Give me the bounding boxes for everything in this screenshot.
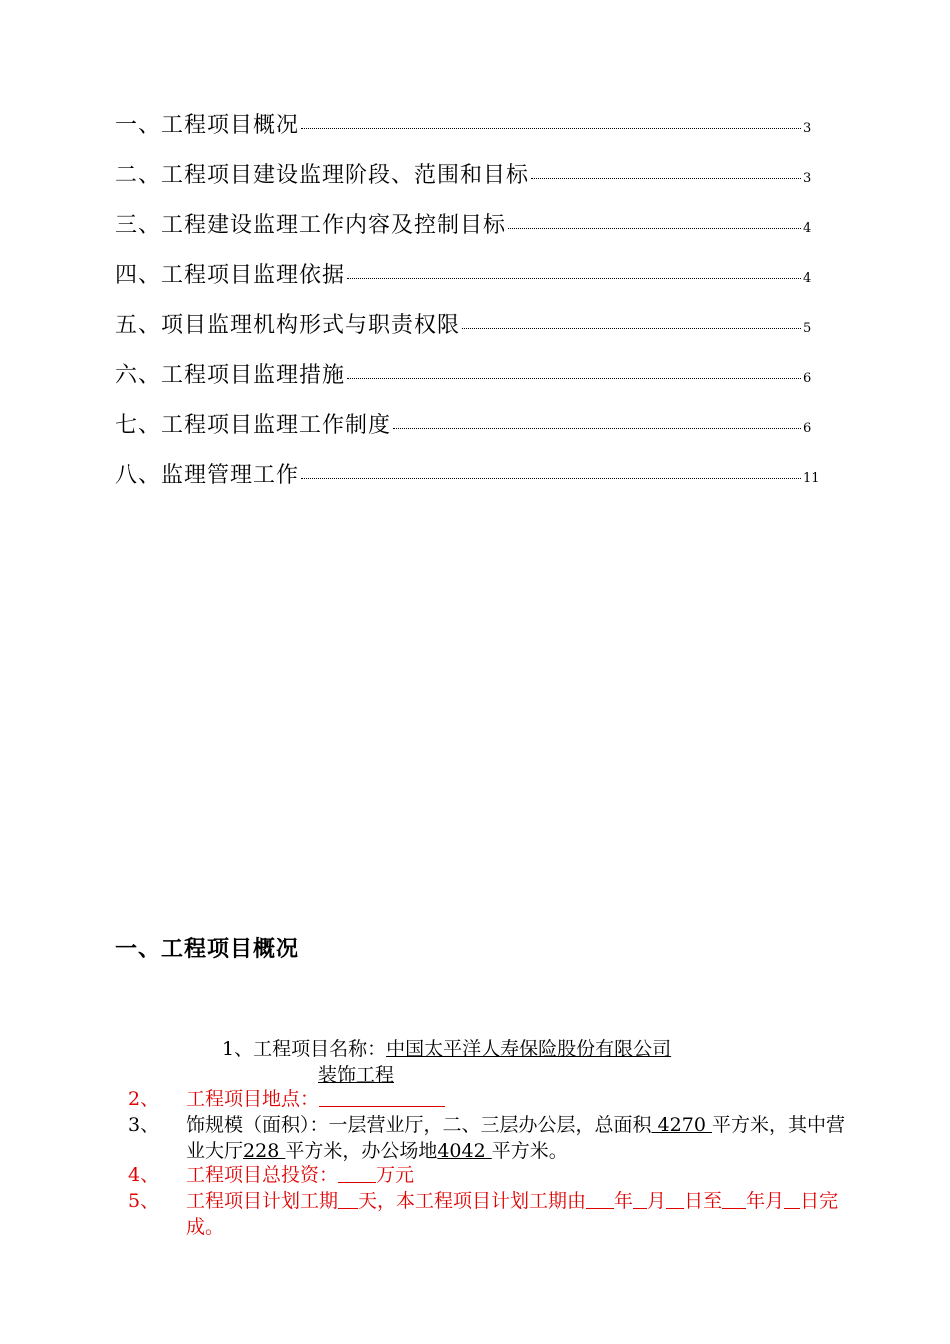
toc-entry-title: 七、工程项目监理工作制度: [115, 413, 392, 438]
schedule-text: 日至: [684, 1190, 723, 1212]
toc-entry-page: 11: [803, 471, 820, 486]
toc-entry[interactable]: [115, 358, 815, 408]
toc-entry-page: 5: [803, 321, 812, 336]
item-number: 3、: [128, 1114, 160, 1136]
schedule-text: 年: [614, 1190, 634, 1212]
investment-unit: 万元: [376, 1164, 415, 1186]
item-body: [186, 1188, 851, 1240]
toc-entry-title: 三、工程建设监理工作内容及控制目标: [115, 213, 507, 238]
scale-text: 平方米。: [491, 1140, 568, 1162]
toc-leader-dots: [462, 328, 801, 329]
item-body: [186, 1162, 851, 1188]
scale-text: 平方米，办公场地: [285, 1140, 438, 1162]
project-name-line2: [222, 1062, 782, 1088]
project-name-label: 1、工程项目名称：: [222, 1038, 387, 1060]
project-name-value: 中国太平洋人寿保险股份有限公司: [386, 1038, 672, 1060]
total-area-value: 4270: [651, 1114, 712, 1136]
schedule-text: 月: [765, 1190, 785, 1212]
end-year-blank[interactable]: [722, 1190, 746, 1209]
toc-entry[interactable]: [115, 208, 815, 258]
item-number: 2、: [128, 1088, 160, 1110]
item-number: 5、: [128, 1190, 160, 1212]
toc-entry[interactable]: [115, 158, 815, 208]
toc-leader-dots: [301, 478, 801, 479]
toc-entry-page: 3: [803, 171, 812, 186]
schedule-text: 日完成。: [186, 1190, 839, 1238]
scale-text: 平方米，其中营业大厅: [186, 1114, 845, 1162]
project-name-value-cont: 装饰工程: [318, 1064, 395, 1086]
toc-leader-dots: [531, 178, 801, 179]
project-location-label: 工程项目地点：: [186, 1088, 320, 1110]
item-body: [186, 1112, 851, 1164]
start-year-blank[interactable]: [586, 1190, 614, 1209]
toc-entry[interactable]: [115, 308, 815, 358]
toc-entry-title: 四、工程项目监理依据: [115, 263, 346, 288]
schedule-text: 月: [647, 1190, 667, 1212]
toc-entry-title: 八、监理管理工作: [115, 463, 300, 488]
toc-entry-page: 6: [803, 371, 812, 386]
item-number: 4、: [128, 1164, 160, 1186]
duration-blank-field[interactable]: [338, 1190, 358, 1209]
start-day-blank[interactable]: [666, 1190, 684, 1209]
schedule-text: 工程项目计划工期: [186, 1190, 339, 1212]
toc-entry-page: 4: [803, 221, 812, 236]
toc-entry-page: 4: [803, 271, 812, 286]
toc-entry-title: 一、工程项目概况: [115, 113, 300, 138]
investment-blank-field[interactable]: [338, 1164, 376, 1183]
toc-entry-title: 二、工程项目建设监理阶段、范围和目标: [115, 163, 530, 188]
project-name-paragraph: [222, 1036, 782, 1088]
toc-entry-page: 3: [803, 121, 812, 136]
start-month-blank[interactable]: [633, 1190, 647, 1209]
schedule-text: 年: [746, 1190, 766, 1212]
schedule-text: 天，本工程项目计划工期由: [358, 1190, 587, 1212]
toc-entry-title: 五、项目监理机构形式与职责权限: [115, 313, 461, 338]
office-area-value: 4042: [437, 1140, 492, 1162]
hall-area-value: 228: [243, 1140, 286, 1162]
toc-leader-dots: [301, 128, 801, 129]
toc-entry[interactable]: [115, 408, 815, 458]
toc-leader-dots: [508, 228, 801, 229]
toc-entry[interactable]: [115, 108, 815, 158]
location-blank-field[interactable]: [319, 1088, 445, 1107]
item-body: [186, 1086, 851, 1112]
toc-entry[interactable]: [115, 258, 815, 308]
end-day-blank[interactable]: [784, 1190, 800, 1209]
toc-leader-dots: [347, 278, 801, 279]
scale-text: 饰规模（面积）：一层营业厅，二、三层办公层，总面积: [186, 1114, 652, 1136]
toc-leader-dots: [393, 428, 801, 429]
table-of-contents: [115, 108, 820, 508]
toc-leader-dots: [347, 378, 801, 379]
section-heading: 一、工程项目概况: [115, 937, 300, 962]
toc-entry-title: 六、工程项目监理措施: [115, 363, 346, 388]
toc-entry-page: 6: [803, 421, 812, 436]
investment-label: 工程项目总投资：: [186, 1164, 339, 1186]
toc-entry[interactable]: [115, 458, 820, 508]
